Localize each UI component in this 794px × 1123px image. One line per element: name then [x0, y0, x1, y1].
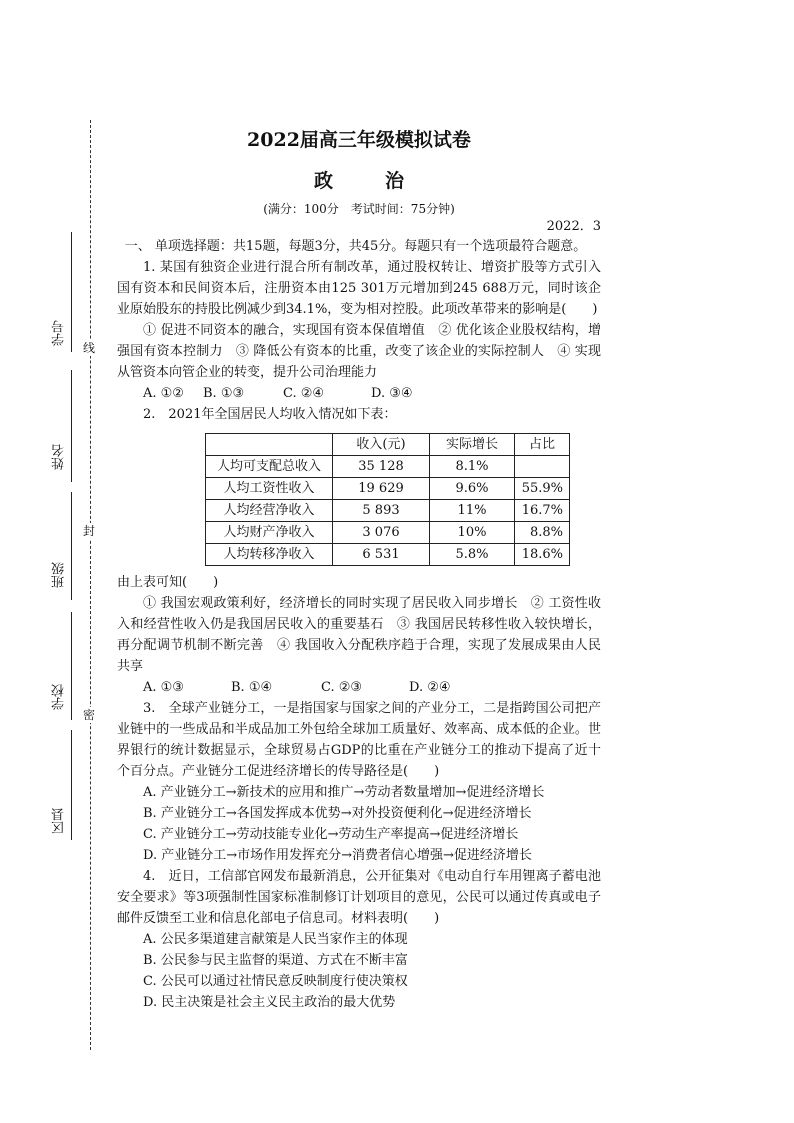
table-header-cell: 实际增长 — [430, 434, 515, 456]
income-value: 35 128 — [333, 456, 430, 478]
growth-value: 9.6% — [430, 478, 515, 500]
share-value: 16.7% — [515, 500, 570, 522]
table-row — [206, 478, 570, 500]
exam-date: 2022．3 — [546, 219, 601, 234]
section-heading: 一、 单项选择题：共15题，每题3分，共45分。每题只有一个选项最符合题意。 — [124, 239, 587, 254]
exam-title: 2022届高三年级模拟试卷 — [247, 129, 471, 151]
exam-content — [117, 126, 601, 1013]
row-label: 人均经营净收入 — [206, 500, 333, 522]
question-1-stem: 1. 某国有独资企业进行混合所有制改革，通过股权转让、增资扩股等方式引入国有资本和民间资本后，注册资本由125 301万元增加到245 688万元，同时该企业原始股东的持股比例减少到34.1%，变为相对控股。此项改革带来的影响是( ) — [117, 260, 601, 317]
question-4-stem: 4. 近日，工信部官网发布最新消息，公开征集对《电动自行车用锂离子蓄电池安全要求》等3项强制性国家标准制修订计划项目的意见，公民可以通过传真或电子邮件反馈至工业和信息化部电子信息司。材料表明( ) — [117, 869, 601, 926]
district-label: 区县 — [52, 808, 67, 834]
income-value: 19 629 — [333, 478, 430, 500]
q1-choice-d[interactable]: D. ③④ — [371, 386, 413, 401]
table-header-cell — [206, 434, 333, 456]
q3-option-c[interactable]: C. 产业链分工→劳动技能专业化→劳动生产率提高→促进经济增长 — [143, 827, 519, 842]
share-value — [515, 456, 570, 478]
subject-char-2: 治 — [385, 170, 405, 192]
student-id-label: 学号 — [52, 320, 67, 346]
question-1-choices — [117, 383, 601, 404]
growth-value: 8.1% — [430, 456, 515, 478]
q2-choice-d[interactable]: D. ②④ — [409, 680, 451, 695]
row-label: 人均转移净收入 — [206, 544, 333, 566]
class-blank — [71, 492, 72, 600]
q3-option-d[interactable]: D. 产业链分工→市场作用发挥充分→消费者信心增强→促进经济增长 — [143, 848, 532, 863]
school-field[interactable] — [52, 612, 72, 720]
q4-option-b[interactable]: B. 公民参与民主监督的渠道、方式在不断丰富 — [143, 953, 408, 968]
table-header-cell: 收入(元) — [333, 434, 430, 456]
income-value: 3 076 — [333, 522, 430, 544]
q1-choice-c[interactable]: C. ②④ — [283, 386, 325, 401]
question-2-after-table: 由上表可知( ) — [117, 575, 219, 590]
school-label: 学校 — [52, 684, 67, 710]
income-table — [205, 433, 570, 566]
q2-choice-b[interactable]: B. ①④ — [231, 680, 273, 695]
class-field[interactable] — [52, 492, 72, 600]
binding-margin-line — [90, 120, 91, 1050]
share-value: 55.9% — [515, 478, 570, 500]
table-row — [206, 522, 570, 544]
q1-choice-b[interactable]: B. ①③ — [203, 386, 245, 401]
table-header-cell: 占比 — [515, 434, 570, 456]
question-2-stem: 2. 2021年全国居民人均收入情况如下表： — [143, 407, 397, 422]
q2-choice-c[interactable]: C. ②③ — [321, 680, 363, 695]
table-row — [206, 544, 570, 566]
q1-choice-a[interactable]: A. ①② — [143, 386, 184, 401]
subject-title — [117, 168, 601, 194]
student-id-blank — [71, 232, 72, 352]
row-label: 人均工资性收入 — [206, 478, 333, 500]
income-value: 5 893 — [333, 500, 430, 522]
district-field[interactable] — [52, 730, 72, 840]
row-label: 人均财产净收入 — [206, 522, 333, 544]
q4-option-d[interactable]: D. 民主决策是社会主义民主政治的最大优势 — [143, 995, 396, 1010]
student-id-field[interactable] — [52, 232, 72, 352]
q4-option-a[interactable]: A. 公民多渠道建言献策是人民当家作主的体现 — [143, 932, 408, 947]
growth-value: 10% — [430, 522, 515, 544]
district-blank — [71, 730, 72, 840]
student-name-blank — [71, 370, 72, 482]
school-blank — [71, 612, 72, 720]
student-name-label: 姓名 — [52, 444, 67, 470]
income-value: 6 531 — [333, 544, 430, 566]
share-value: 8.8% — [515, 522, 570, 544]
student-name-field[interactable] — [52, 370, 72, 482]
table-header-row — [206, 434, 570, 456]
q3-option-b[interactable]: B. 产业链分工→各国发挥成本优势→对外投资便利化→促进经济增长 — [143, 806, 532, 821]
subject-char-1: 政 — [313, 170, 333, 192]
share-value: 18.6% — [515, 544, 570, 566]
exam-info: (满分：100分 考试时间：75分钟) — [263, 202, 455, 216]
seal-word-secret: 密 — [83, 708, 96, 722]
table-row — [206, 500, 570, 522]
question-2-choices — [117, 677, 601, 698]
question-2-statements: ① 我国宏观政策利好，经济增长的同时实现了居民收入同步增长 ② 工资性收入和经营性收入仍是我国居民收入的重要基石 ③ 我国居民转移性收入较快增长，再分配调节机制不断完善 ④ 我国收入分配秩序趋于合理，实现了发展成果由人民共享 — [117, 596, 601, 674]
question-1-statements: ① 促进不同资本的融合，实现国有资本保值增值 ② 优化该企业股权结构，增强国有资本控制力 ③ 降低公有资本的比重，改变了该企业的实际控制人 ④ 实现从管资本向管企业的转变，提升公司治理能力 — [117, 323, 601, 380]
class-label: 班级 — [52, 562, 67, 588]
table-row — [206, 456, 570, 478]
q3-option-a[interactable]: A. 产业链分工→新技术的应用和推广→劳动者数量增加→促进经济增长 — [143, 785, 545, 800]
growth-value: 11% — [430, 500, 515, 522]
seal-word-seal: 封 — [83, 524, 96, 538]
q4-option-c[interactable]: C. 公民可以通过社情民意反映制度行使决策权 — [143, 974, 408, 989]
q2-choice-a[interactable]: A. ①③ — [143, 680, 184, 695]
row-label: 人均可支配总收入 — [206, 456, 333, 478]
growth-value: 5.8% — [430, 544, 515, 566]
question-3-stem: 3. 全球产业链分工，一是指国家与国家之间的产业分工，二是指跨国公司把产业链中的一些成品和半成品加工外包给全球加工质量好、效率高、成本低的企业。世界银行的统计数据显示，全球贸易占GDP的比重在产业链分工的推动下提高了近十个百分点。产业链分工促进经济增长的传导路径是( ) — [117, 701, 601, 779]
seal-word-line: 线 — [83, 341, 96, 355]
